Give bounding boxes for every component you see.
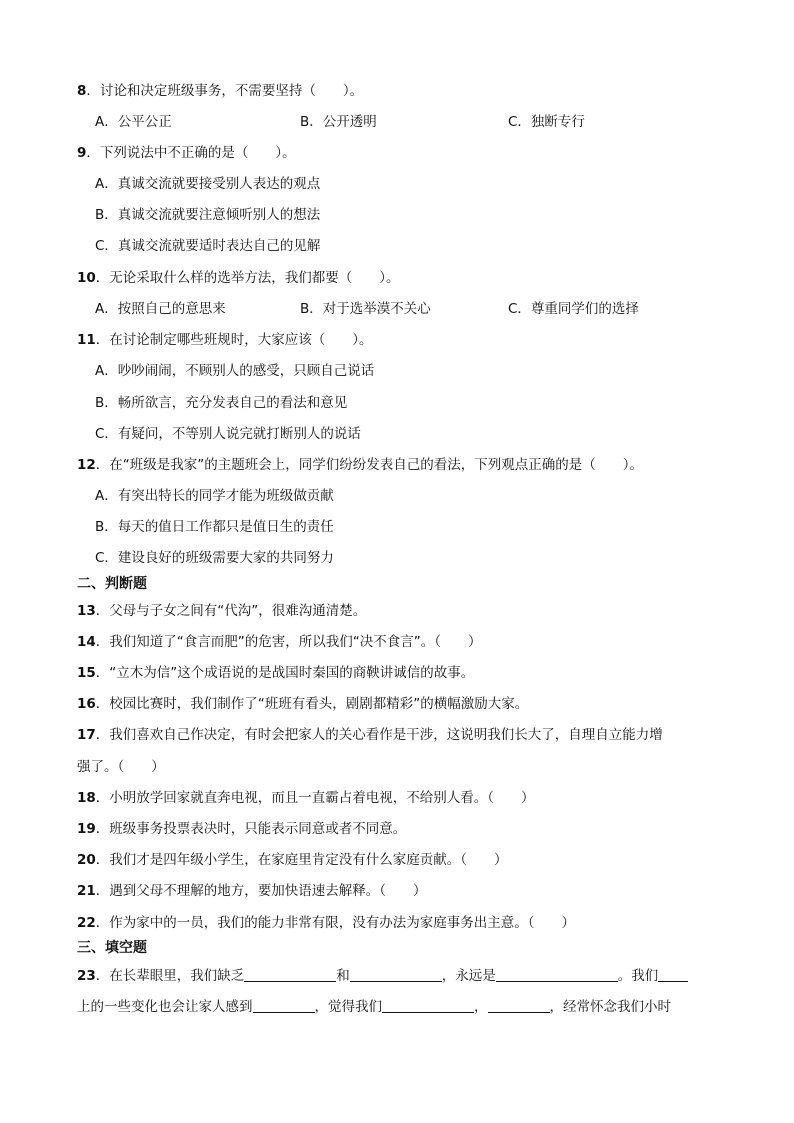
question-10 (77, 268, 744, 288)
option-a: A．按照自己的意思来 (95, 301, 226, 317)
section-heading-fill-in: 三、填空题 (77, 940, 147, 956)
question-text: ．作为家中的一员，我们的能力非常有限，没有办法为家庭事务出主意。（ ） (95, 915, 576, 931)
question-20 (77, 850, 744, 870)
question-text: ．下列说法中不正确的是（ ）。 (86, 145, 296, 161)
fill-blank-3[interactable] (496, 967, 618, 982)
fill-blank-7[interactable] (488, 998, 550, 1013)
question-11 (77, 330, 744, 350)
fill-blank-4[interactable] (658, 967, 688, 982)
fill-text-3: ，永远是 (441, 968, 496, 984)
fill-text-8: ，经常怀念我们小时 (549, 999, 671, 1015)
question-number: 20 (77, 852, 96, 868)
question-8 (77, 81, 744, 101)
question-number: 10 (77, 270, 96, 286)
option-b: B．对于选举漠不关心 (300, 301, 431, 317)
question-text: ．“立木为信”这个成语说的是战国时秦国的商鞅讲诚信的故事。 (95, 665, 475, 681)
question-number: 9 (77, 145, 87, 161)
question-13 (77, 601, 744, 621)
question-8-options (95, 112, 744, 132)
question-23-continued (77, 997, 744, 1017)
fill-blank-2[interactable] (350, 967, 442, 982)
option-c: C．独断专行 (508, 114, 585, 130)
question-19 (77, 819, 744, 839)
option-a: A．公平公正 (95, 114, 172, 130)
option-a: A．真诚交流就要接受别人表达的观点 (95, 176, 321, 192)
question-text: ．班级事务投票表决时，只能表示同意或者不同意。 (95, 821, 407, 837)
question-text: ．无论采取什么样的选举方法，我们都要（ ）。 (95, 270, 400, 286)
question-number: 17 (77, 727, 96, 743)
option-c: C．真诚交流就要适时表达自己的见解 (95, 238, 321, 254)
question-number: 23 (77, 968, 96, 984)
question-9 (77, 143, 744, 163)
question-12 (77, 455, 744, 475)
fill-blank-1[interactable] (244, 967, 336, 982)
question-23 (77, 966, 744, 986)
question-number: 13 (77, 603, 96, 619)
fill-blank-5[interactable] (253, 998, 315, 1013)
question-10-options (95, 299, 744, 319)
question-18 (77, 788, 744, 808)
option-b: B．真诚交流就要注意倾听别人的想法 (95, 207, 321, 223)
question-22 (77, 913, 744, 933)
question-15 (77, 663, 744, 683)
question-text: ．遇到父母不理解的地方，要加快语速去解释。（ ） (95, 883, 427, 899)
question-number: 16 (77, 696, 96, 712)
option-a: A．吵吵闹闹，不顾别人的感受，只顾自己说话 (95, 363, 375, 379)
fill-text-2: 和 (336, 968, 350, 984)
question-text: ．我们知道了“食言而肥”的危害，所以我们“决不食言”。（ ） (95, 634, 482, 650)
section-heading-judgment: 二、判断题 (77, 576, 147, 592)
option-b: B．畅所欲言，充分发表自己的看法和意见 (95, 395, 348, 411)
question-17-continued: 强了。（ ） (77, 759, 165, 775)
question-number: 18 (77, 790, 96, 806)
question-17 (77, 725, 744, 745)
question-text: ．在“班级是我家”的主题班会上，同学们纷纷发表自己的看法，下列观点正确的是（ ）。 (95, 457, 644, 473)
question-number: 21 (77, 883, 96, 899)
question-text: ．父母与子女之间有“代沟”，很难沟通清楚。 (95, 603, 367, 619)
question-number: 15 (77, 665, 96, 681)
question-number: 14 (77, 634, 96, 650)
fill-blank-6[interactable] (382, 998, 474, 1013)
question-21 (77, 881, 744, 901)
fill-text-1: ．在长辈眼里，我们缺乏 (95, 968, 245, 984)
question-number: 19 (77, 821, 96, 837)
question-text: ．在讨论制定哪些班规时，大家应该（ ）。 (95, 332, 373, 348)
question-14 (77, 632, 744, 652)
question-number: 22 (77, 915, 96, 931)
option-c: C．尊重同学们的选择 (508, 301, 639, 317)
option-b: B．公开透明 (300, 114, 377, 130)
question-text: ．校园比赛时，我们制作了“班班有看头，剧剧都精彩”的横幅激励大家。 (95, 696, 529, 712)
fill-text-4: 。我们 (617, 968, 659, 984)
question-number: 8 (77, 83, 87, 99)
fill-text-7: ， (474, 999, 488, 1015)
question-text: ．讨论和决定班级事务，不需要坚持（ ）。 (86, 83, 364, 99)
option-b: B．每天的值日工作都只是值日生的责任 (95, 519, 334, 535)
question-text: ．小明放学回家就直奔电视，而且一直霸占着电视，不给别人看。（ ） (95, 790, 535, 806)
fill-text-5: 上的一些变化也会让家人感到 (77, 999, 253, 1015)
question-text: ．我们喜欢自己作决定，有时会把家人的关心看作是干涉，这说明我们长大了，自理自立能力增 (95, 727, 663, 743)
question-number: 11 (77, 332, 96, 348)
question-number: 12 (77, 457, 96, 473)
option-a: A．有突出特长的同学才能为班级做贡献 (95, 488, 334, 504)
fill-text-6: ，觉得我们 (314, 999, 382, 1015)
question-16 (77, 694, 744, 714)
option-c: C．建设良好的班级需要大家的共同努力 (95, 550, 334, 566)
option-c: C．有疑问，不等别人说完就打断别人的说话 (95, 426, 361, 442)
question-text: ．我们才是四年级小学生，在家庭里肯定没有什么家庭贡献。（ ） (95, 852, 508, 868)
